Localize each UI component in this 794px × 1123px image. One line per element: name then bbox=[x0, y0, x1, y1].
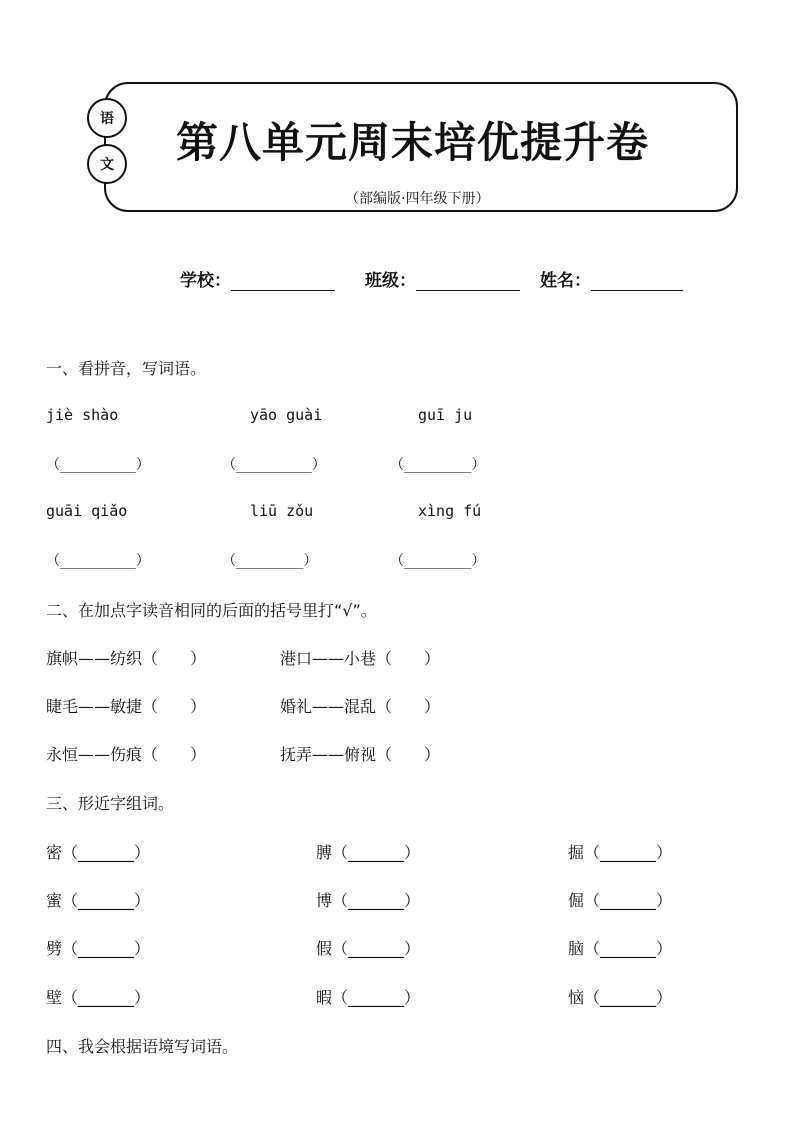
q3-item[interactable]: 暇（_______） bbox=[316, 988, 421, 1007]
school-label: 学校： bbox=[180, 271, 231, 291]
class-field[interactable] bbox=[416, 272, 520, 291]
q3-item[interactable]: 恼（_______） bbox=[568, 988, 673, 1007]
answer-blank[interactable]: （_________） bbox=[46, 457, 150, 473]
q3-item[interactable]: 密（_______） bbox=[46, 843, 151, 862]
pinyin-item: guāi qiǎo bbox=[46, 502, 128, 520]
q2-item[interactable]: 旗帜——纺织（ ） bbox=[46, 649, 207, 668]
pinyin-item: jiè shào bbox=[46, 406, 119, 424]
q2-item[interactable]: 睫毛——敏捷（ ） bbox=[46, 697, 207, 716]
q2-item[interactable]: 抚弄——俯视（ ） bbox=[280, 745, 441, 764]
answer-blank[interactable]: （_________） bbox=[222, 457, 326, 473]
q2-title: 二、在加点字读音相同的后面的括号里打“√”。 bbox=[46, 601, 377, 620]
page-title: 第八单元周末培优提升卷 bbox=[176, 118, 650, 167]
q4-title: 四、我会根据语境写词语。 bbox=[46, 1037, 239, 1056]
q3-item[interactable]: 掘（_______） bbox=[568, 843, 673, 862]
answer-blank[interactable]: （_________） bbox=[46, 553, 150, 569]
subject-badge-top: 语 bbox=[87, 98, 127, 138]
answer-blank[interactable]: （________） bbox=[222, 553, 318, 569]
name-field[interactable] bbox=[591, 272, 683, 291]
q3-item[interactable]: 壁（_______） bbox=[46, 988, 151, 1007]
info-school bbox=[180, 266, 335, 291]
class-label: 班级： bbox=[365, 271, 416, 291]
info-class bbox=[365, 266, 520, 291]
page-subtitle: （部编版·四年级下册） bbox=[345, 191, 490, 207]
q1-title: 一、看拼音，写词语。 bbox=[46, 359, 207, 378]
q3-item[interactable]: 劈（_______） bbox=[46, 939, 151, 958]
q3-item[interactable]: 倔（_______） bbox=[568, 891, 673, 910]
pinyin-item: xìng fú bbox=[418, 502, 482, 520]
q3-item[interactable]: 假（_______） bbox=[316, 939, 421, 958]
subject-badge-bottom: 文 bbox=[87, 144, 127, 184]
pinyin-item: guī ju bbox=[418, 406, 473, 424]
info-name bbox=[540, 266, 683, 291]
name-label: 姓名： bbox=[540, 271, 591, 291]
q3-title: 三、形近字组词。 bbox=[46, 794, 175, 813]
pinyin-item: yāo guài bbox=[250, 406, 323, 424]
q2-item[interactable]: 永恒——伤痕（ ） bbox=[46, 745, 207, 764]
pinyin-item: liū zǒu bbox=[250, 502, 314, 520]
q3-item[interactable]: 膊（_______） bbox=[316, 843, 421, 862]
q3-item[interactable]: 博（_______） bbox=[316, 891, 421, 910]
school-field[interactable] bbox=[231, 272, 335, 291]
q2-item[interactable]: 港口——小巷（ ） bbox=[280, 649, 441, 668]
answer-blank[interactable]: （________） bbox=[390, 457, 486, 473]
q2-item[interactable]: 婚礼——混乱（ ） bbox=[280, 697, 441, 716]
q3-item[interactable]: 脑（_______） bbox=[568, 939, 673, 958]
answer-blank[interactable]: （________） bbox=[390, 553, 486, 569]
q3-item[interactable]: 蜜（_______） bbox=[46, 891, 151, 910]
